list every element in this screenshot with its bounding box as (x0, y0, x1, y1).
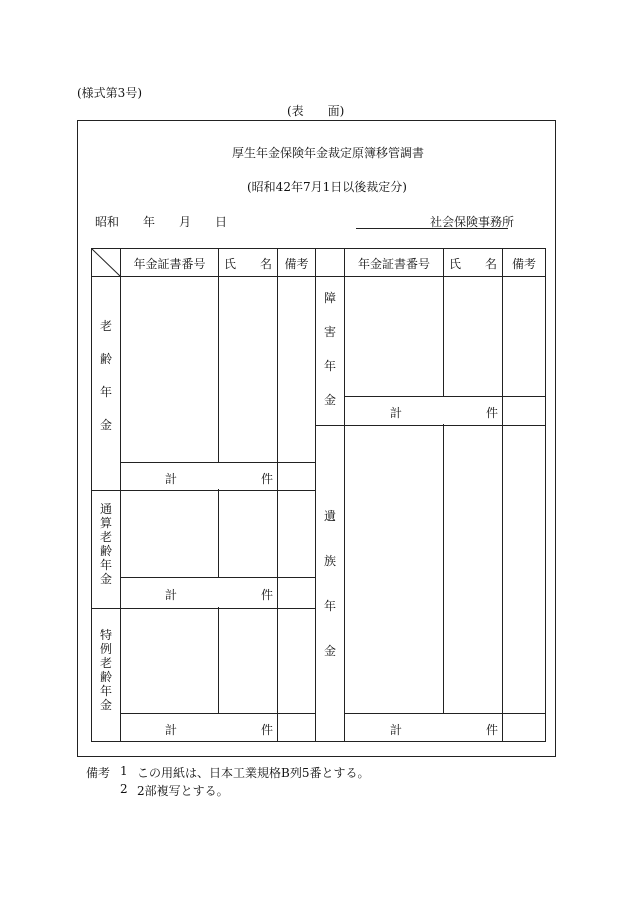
note-text: この用紙は、日本工業規格B列5番とする。 (137, 766, 370, 780)
mask (217, 714, 220, 741)
count-label: 件 (261, 588, 274, 602)
mask (442, 397, 445, 424)
note-number: 2 (120, 782, 128, 796)
section-label-old-age: 老 齢 年 金 (99, 319, 112, 432)
header-name-right: 氏 名 (448, 257, 497, 271)
mask (217, 463, 220, 489)
date-line: 昭和 年 月 日 (95, 215, 228, 229)
count-label: 件 (486, 723, 499, 737)
form-number-label: (様式第3号) (77, 86, 142, 100)
count-label: 件 (261, 472, 274, 486)
side-label: (表 面) (287, 104, 345, 118)
form-subtitle: (昭和42年7月1日以後裁定分) (247, 180, 407, 194)
total-label: 計 (390, 723, 403, 737)
mask (442, 714, 445, 741)
header-remarks-left: 備考 (284, 257, 309, 271)
section-label-survivors: 遺 族 年 金 (323, 509, 336, 658)
total-label: 計 (165, 472, 178, 486)
note-number: 1 (120, 764, 128, 778)
note-text: 2部複写とする。 (137, 784, 229, 798)
header-remarks-right: 備考 (511, 257, 536, 271)
mask (217, 578, 220, 607)
total-label: 計 (390, 406, 403, 420)
total-label: 計 (165, 588, 178, 602)
count-label: 件 (261, 723, 274, 737)
section-label-tsusan: 通 算 老 齢 年 金 (99, 502, 112, 586)
form-title: 厚生年金保険年金裁定原簿移管調書 (232, 146, 425, 160)
diagonal-header-cell (91, 248, 121, 277)
count-label: 件 (486, 406, 499, 420)
header-number-right: 年金証書番号 (357, 257, 430, 271)
total-label: 計 (165, 723, 178, 737)
notes-heading: 備考 (86, 766, 111, 780)
header-name-left: 氏 名 (223, 257, 272, 271)
section-label-tokurei: 特 例 老 齢 年 金 (99, 628, 112, 712)
office-label: 社会保険事務所 (430, 215, 515, 229)
header-number-left: 年金証書番号 (133, 257, 206, 271)
section-label-disability: 障 害 年 金 (323, 291, 336, 407)
